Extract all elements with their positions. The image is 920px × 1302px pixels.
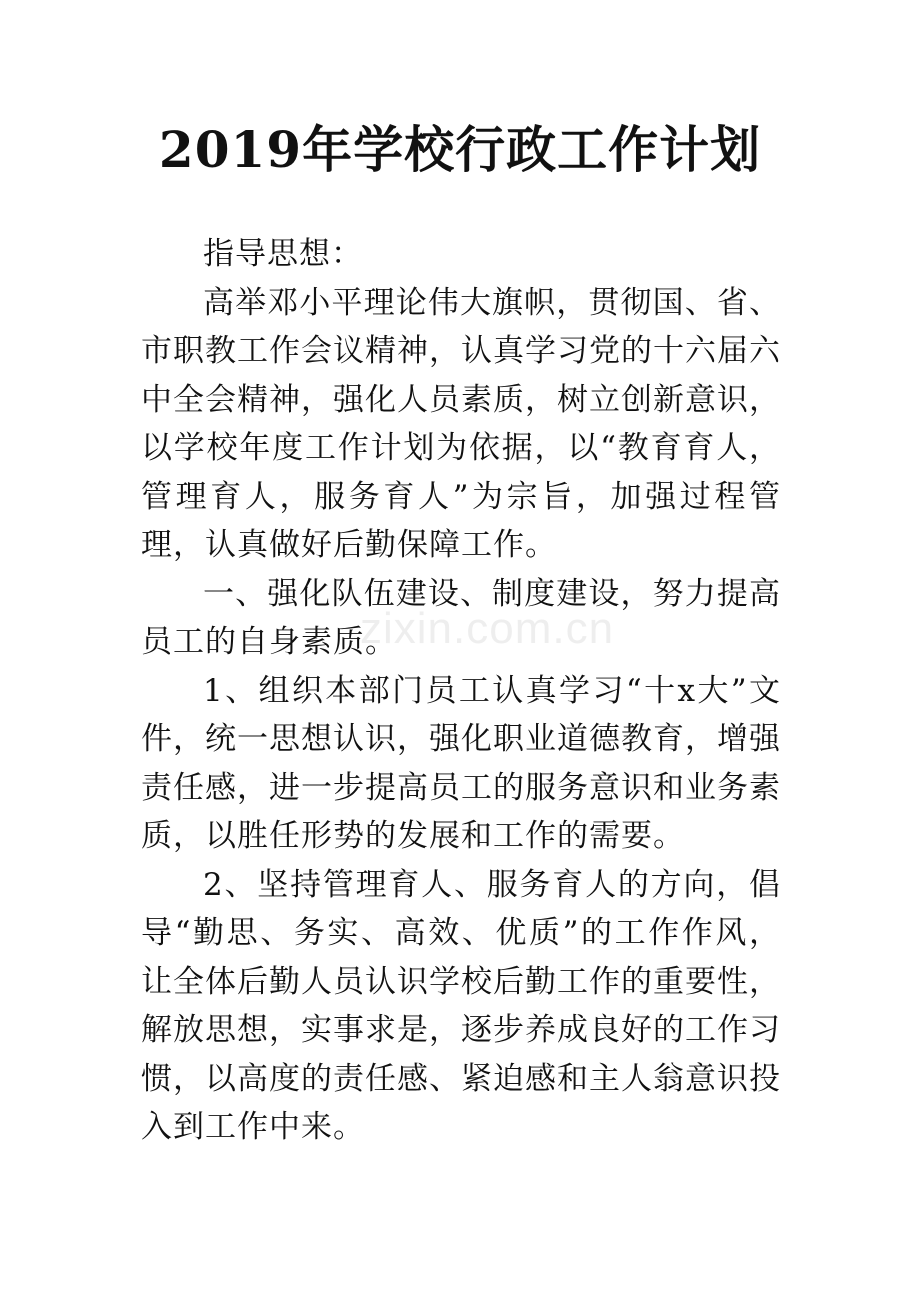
watermark-text: zixin.com.cn: [360, 604, 615, 653]
paragraph-item-1: 1、组织本部门员工认真学习“十x大”文件，统一思想认识，强化职业道德教育，增强责任感，进一步提高员工的服务意识和业务素质，以胜任形势的发展和工作的需要。: [141, 672, 781, 854]
paragraph-item-2: 2、坚持管理育人、服务育人的方向，倡导“勤思、务实、高效、优质”的工作作风，让全体后勤人员认识学校后勤工作的重要性，解放思想，实事求是，逐步养成良好的工作习惯，以高度的责任感、紧迫感和主人翁意识投入到工作中来。: [141, 866, 781, 1145]
paragraph-guiding-ideology: 高举邓小平理论伟大旗帜，贯彻国、省、市职教工作会议精神，认真学习党的十六届六中全会精神，强化人员素质，树立创新意识，以学校年度工作计划为依据，以“教育育人，管理育人，服务育人”为宗旨，加强过程管理，认真做好后勤保障工作。: [141, 284, 781, 563]
document-body: [141, 230, 781, 1152]
paragraph-guiding-ideology-heading: 指导思想：: [203, 236, 363, 272]
paragraph-section-one-heading: 一、强化队伍建设、制度建设，努力提高员工的自身素质。: [141, 575, 781, 660]
document-title: 2019年学校行政工作计划: [158, 120, 762, 179]
